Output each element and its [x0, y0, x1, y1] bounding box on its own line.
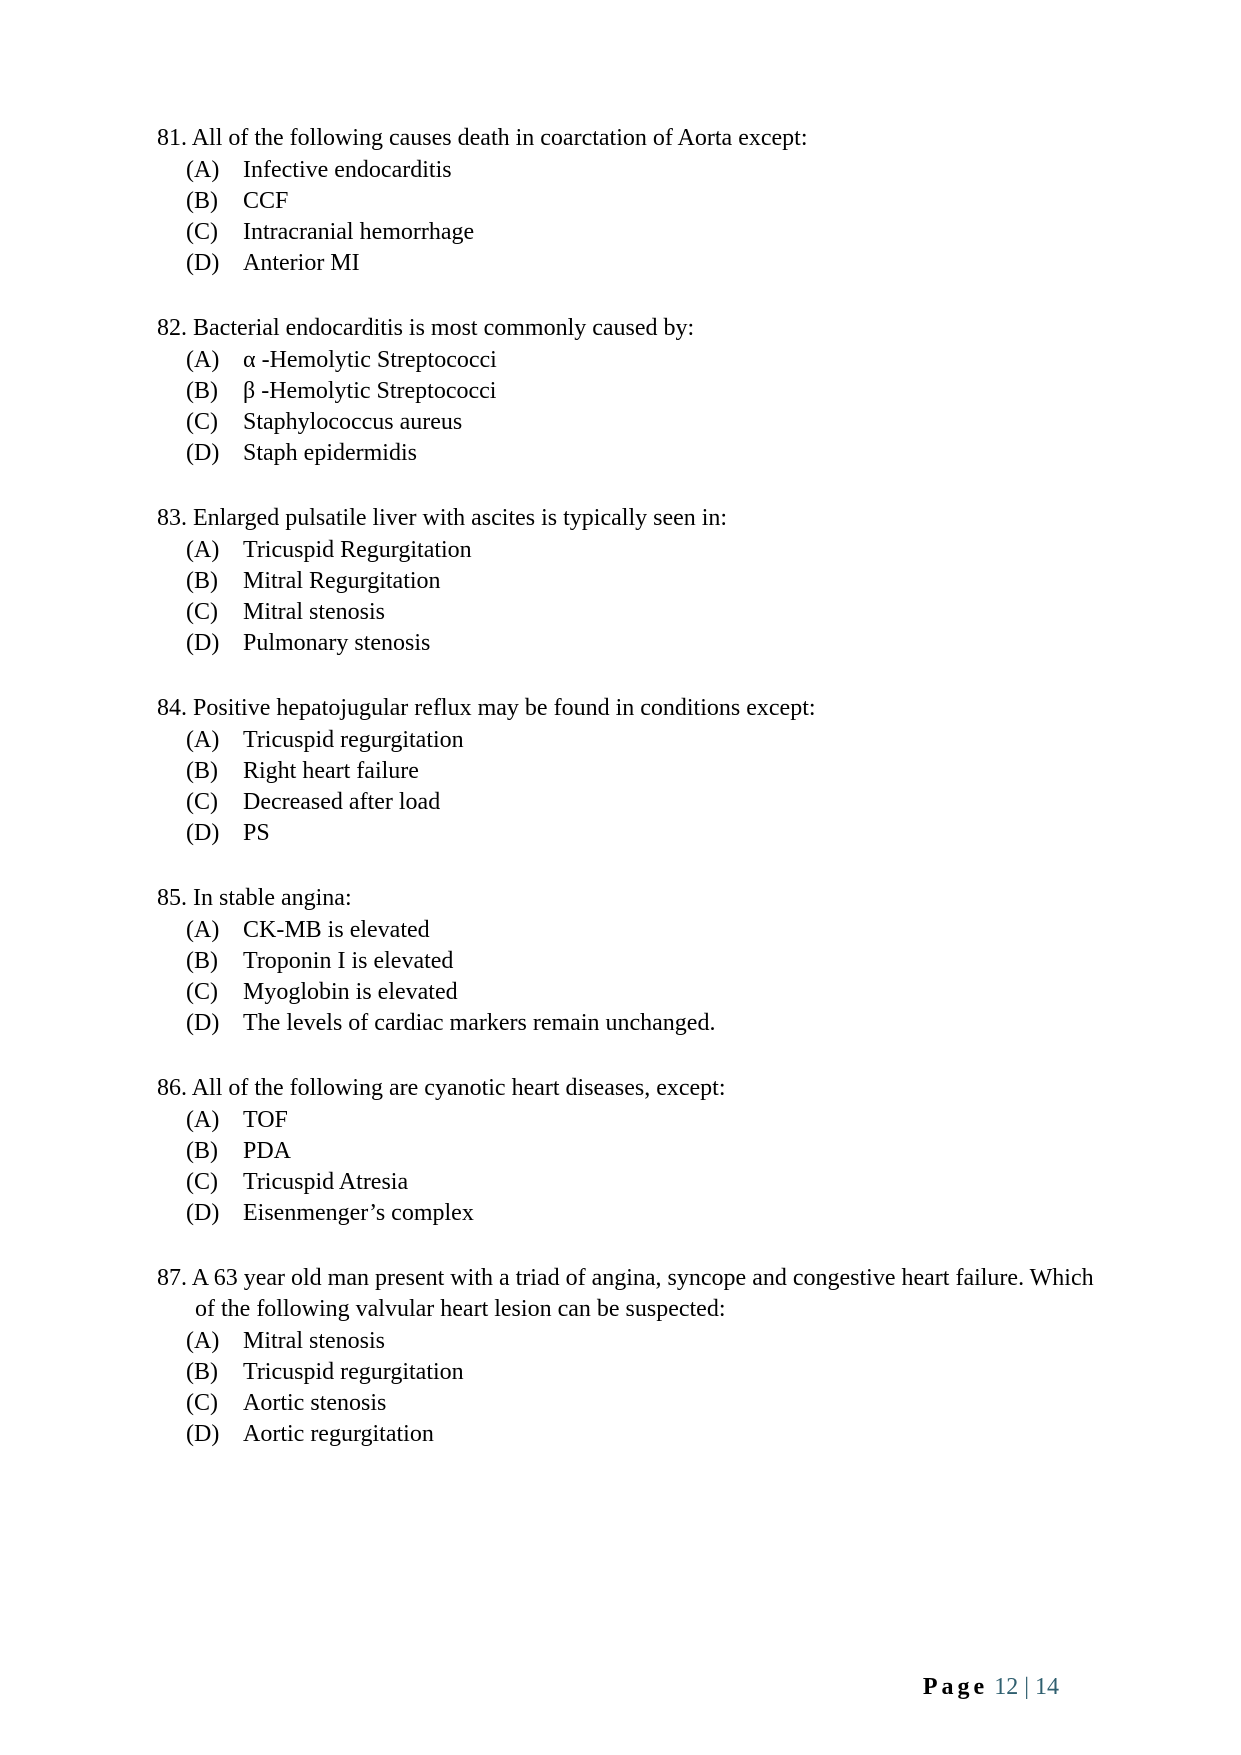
option-text: Tricuspid Atresia: [243, 1169, 409, 1195]
option-letter: (C): [186, 789, 218, 815]
option-b: [157, 566, 1117, 597]
question-87: [157, 1263, 1117, 1450]
option-text: Staph epidermidis: [243, 440, 417, 466]
option-c: [157, 597, 1117, 628]
question-stem: [157, 1073, 1117, 1104]
option-c: [157, 407, 1117, 438]
question-stem: [157, 1263, 1117, 1325]
option-b: [157, 186, 1117, 217]
option-letter: (D): [186, 820, 220, 846]
option-c: [157, 217, 1117, 248]
option-letter: (B): [186, 378, 218, 404]
option-letter: (B): [186, 758, 218, 784]
option-text: Tricuspid regurgitation: [243, 727, 464, 753]
option-c: [157, 1388, 1117, 1419]
option-a: [157, 1326, 1117, 1357]
option-letter: (D): [186, 630, 220, 656]
option-d: [157, 1008, 1117, 1039]
option-letter: (A): [186, 347, 220, 373]
question-text: Enlarged pulsatile liver with ascites is typically seen in:: [193, 505, 728, 531]
option-text: β -Hemolytic Streptococci: [243, 378, 497, 404]
option-text: Intracranial hemorrhage: [243, 219, 475, 245]
option-text: PDA: [243, 1138, 292, 1164]
option-letter: (B): [186, 1359, 218, 1385]
option-b: [157, 946, 1117, 977]
page-number: 12 | 14: [994, 1674, 1059, 1700]
option-text: α -Hemolytic Streptococci: [243, 347, 497, 373]
option-text: Mitral stenosis: [243, 1328, 385, 1354]
question-number: 84.: [157, 695, 187, 721]
option-list: [157, 345, 1117, 469]
question-number: 82.: [157, 315, 187, 341]
option-c: [157, 977, 1117, 1008]
option-c: [157, 1167, 1117, 1198]
question-stem: [157, 883, 1117, 914]
option-text: CK-MB is elevated: [243, 917, 430, 943]
option-text: Staphylococcus aureus: [243, 409, 463, 435]
option-d: [157, 628, 1117, 659]
question-stem: [157, 503, 1117, 534]
option-letter: (A): [186, 537, 220, 563]
question-83: [157, 503, 1117, 659]
question-number: 87.: [157, 1265, 187, 1291]
question-number: 81.: [157, 125, 187, 151]
option-text: Mitral Regurgitation: [243, 568, 441, 594]
question-85: [157, 883, 1117, 1039]
option-list: [157, 1326, 1117, 1450]
option-text: Aortic regurgitation: [243, 1421, 434, 1447]
question-text: In stable angina:: [193, 885, 352, 911]
option-letter: (C): [186, 1390, 218, 1416]
option-letter: (D): [186, 440, 220, 466]
question-number: 85.: [157, 885, 187, 911]
option-text: Infective endocarditis: [243, 157, 452, 183]
page-label: Page: [922, 1674, 989, 1700]
option-a: [157, 725, 1117, 756]
option-text: Mitral stenosis: [243, 599, 385, 625]
question-81: [157, 123, 1117, 279]
option-b: [157, 756, 1117, 787]
question-text: Bacterial endocarditis is most commonly caused by:: [193, 315, 695, 341]
option-d: [157, 1198, 1117, 1229]
option-letter: (A): [186, 727, 220, 753]
option-text: Myoglobin is elevated: [243, 979, 458, 1005]
option-letter: (A): [186, 1107, 220, 1133]
option-d: [157, 1419, 1117, 1450]
option-text: Pulmonary stenosis: [243, 630, 431, 656]
option-letter: (B): [186, 948, 218, 974]
question-text: A 63 year old man present with a triad of angina, syncope and congestive heart failure. Which of the following valvular heart lesion can be suspected:: [191, 1265, 1094, 1322]
option-letter: (D): [186, 1421, 220, 1447]
option-text: Aortic stenosis: [243, 1390, 387, 1416]
option-a: [157, 155, 1117, 186]
option-d: [157, 818, 1117, 849]
option-d: [157, 248, 1117, 279]
option-d: [157, 438, 1117, 469]
question-82: [157, 313, 1117, 469]
option-letter: (A): [186, 1328, 220, 1354]
option-list: [157, 725, 1117, 849]
option-letter: (B): [186, 188, 218, 214]
option-letter: (D): [186, 1010, 220, 1036]
option-list: [157, 535, 1117, 659]
question-stem: [157, 313, 1117, 344]
option-b: [157, 1357, 1117, 1388]
option-letter: (C): [186, 979, 218, 1005]
option-letter: (C): [186, 409, 218, 435]
question-text: All of the following are cyanotic heart diseases, except:: [191, 1075, 726, 1101]
option-text: Decreased after load: [243, 789, 441, 815]
question-list: [157, 123, 1117, 1484]
option-letter: (A): [186, 917, 220, 943]
question-stem: [157, 693, 1117, 724]
option-letter: (C): [186, 219, 218, 245]
question-number: 83.: [157, 505, 187, 531]
option-text: The levels of cardiac markers remain unchanged.: [243, 1010, 716, 1036]
option-text: Tricuspid Regurgitation: [243, 537, 472, 563]
option-b: [157, 1136, 1117, 1167]
option-letter: (B): [186, 1138, 218, 1164]
option-letter: (C): [186, 599, 218, 625]
question-84: [157, 693, 1117, 849]
question-text: All of the following causes death in coarctation of Aorta except:: [191, 125, 808, 151]
option-text: Tricuspid regurgitation: [243, 1359, 464, 1385]
question-number: 86.: [157, 1075, 187, 1101]
option-text: Anterior MI: [243, 250, 360, 276]
option-text: Right heart failure: [243, 758, 419, 784]
option-text: CCF: [243, 188, 289, 214]
option-list: [157, 915, 1117, 1039]
option-letter: (D): [186, 1200, 220, 1226]
option-text: PS: [243, 820, 270, 846]
question-86: [157, 1073, 1117, 1229]
option-a: [157, 915, 1117, 946]
option-text: TOF: [243, 1107, 288, 1133]
option-letter: (B): [186, 568, 218, 594]
option-a: [157, 1105, 1117, 1136]
option-b: [157, 376, 1117, 407]
option-letter: (A): [186, 157, 220, 183]
option-list: [157, 1105, 1117, 1229]
option-text: Troponin I is elevated: [243, 948, 454, 974]
option-a: [157, 345, 1117, 376]
option-text: Eisenmenger’s complex: [243, 1200, 474, 1226]
option-list: [157, 155, 1117, 279]
page-footer: [923, 1672, 1059, 1702]
option-c: [157, 787, 1117, 818]
option-letter: (C): [186, 1169, 218, 1195]
option-letter: (D): [186, 250, 220, 276]
option-a: [157, 535, 1117, 566]
question-stem: [157, 123, 1117, 154]
question-text: Positive hepatojugular reflux may be found in conditions except:: [193, 695, 816, 721]
